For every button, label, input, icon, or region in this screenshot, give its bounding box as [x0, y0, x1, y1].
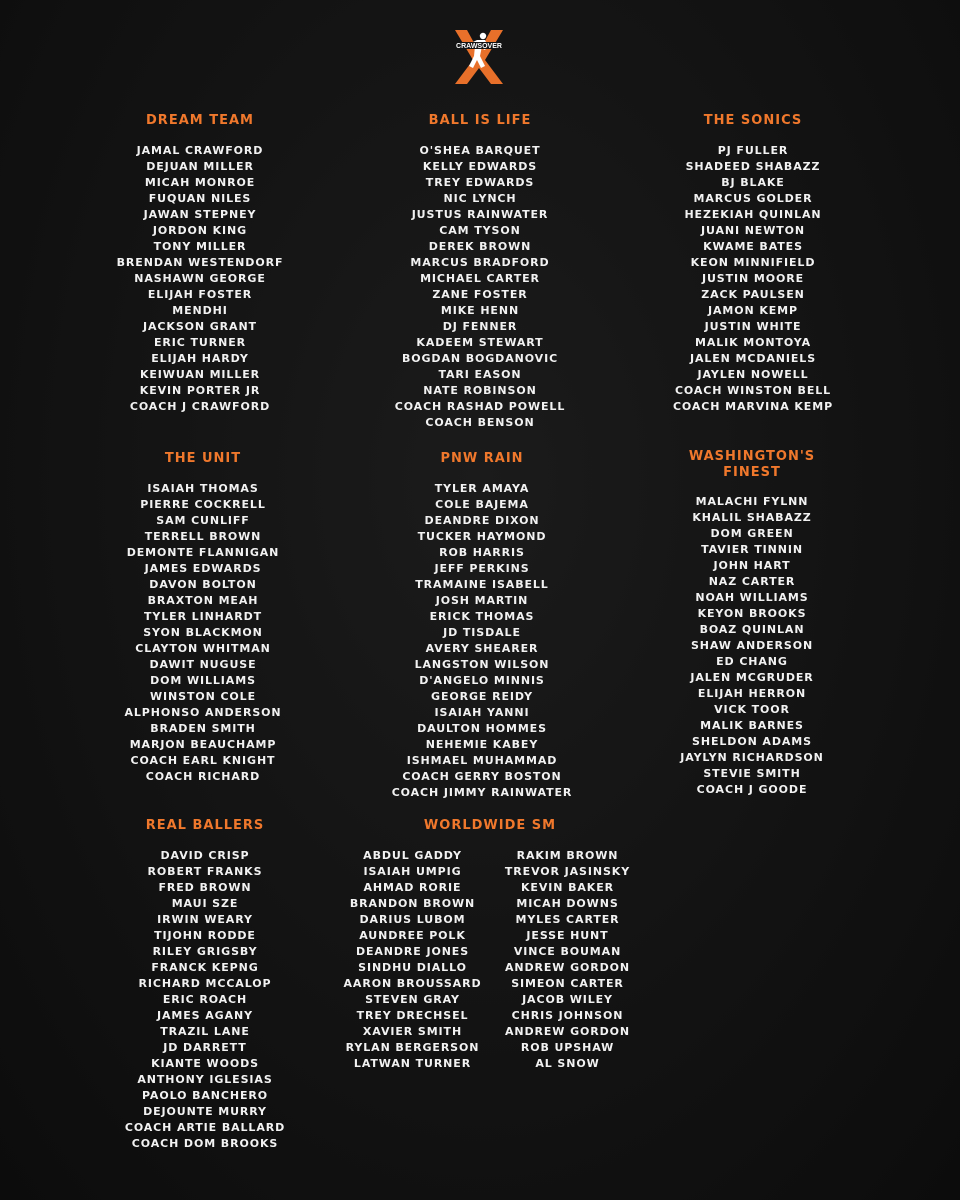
player-name: FRANCK KEPNG	[151, 961, 259, 974]
team-worldwide-sm	[330, 820, 650, 1072]
player-name: CHRIS JOHNSON	[511, 1009, 624, 1022]
team-title: DREAM TEAM	[146, 113, 254, 128]
player-name: ISAIAH THOMAS	[147, 482, 259, 495]
player-name: ELIJAH FOSTER	[147, 288, 253, 301]
player-name: GEORGE REIDY	[431, 690, 533, 703]
player-name: SHELDON ADAMS	[692, 735, 812, 748]
player-name: COACH GERRY BOSTON	[402, 770, 562, 783]
player-name: TUCKER HAYMOND	[417, 530, 547, 543]
player-name: JAMON KEMP	[708, 304, 798, 317]
player-name: JAMAL CRAWFORD	[136, 144, 264, 157]
player-name: AHMAD RORIE	[363, 881, 462, 894]
player-name: ZANE FOSTER	[432, 288, 528, 301]
player-name: DEJUAN MILLER	[146, 160, 254, 173]
player-name: TARI EASON	[438, 368, 522, 381]
player-name: JD DARRETT	[163, 1041, 247, 1054]
player-name: TONY MILLER	[153, 240, 247, 253]
player-name: TYLER LINHARDT	[143, 610, 263, 623]
team-title: WORLDWIDE SM	[423, 818, 557, 833]
player-name: ISAIAH UMPIG	[363, 865, 462, 878]
player-list	[100, 481, 306, 785]
player-name: FRED BROWN	[158, 881, 252, 894]
player-name: KIANTE WOODS	[151, 1057, 259, 1070]
player-name: ANDREW GORDON	[504, 961, 631, 974]
player-name: JAMES EDWARDS	[144, 562, 262, 575]
player-name: COACH EARL KNIGHT	[130, 754, 276, 767]
player-name: TIJOHN RODDE	[154, 929, 256, 942]
player-name: COACH RICHARD	[145, 770, 261, 783]
player-name: ALPHONSO ANDERSON	[124, 706, 282, 719]
player-name: COACH JIMMY RAINWATER	[391, 786, 573, 799]
player-name: MARCUS BRADFORD	[410, 256, 550, 269]
player-name: BRANDON BROWN	[349, 897, 476, 910]
player-name: TRAMAINE ISABELL	[415, 578, 549, 591]
player-name: COACH J CRAWFORD	[129, 400, 271, 413]
player-name: NOAH WILLIAMS	[695, 591, 809, 604]
player-name: DEANDRE DIXON	[424, 514, 540, 527]
player-name: COLE BAJEMA	[435, 498, 529, 511]
player-name: TERRELL BROWN	[144, 530, 262, 543]
player-name: SAM CUNLIFF	[156, 514, 250, 527]
team-the-sonics	[648, 115, 858, 415]
player-name: KEVIN BAKER	[521, 881, 614, 894]
player-name: ELIJAH HERRON	[697, 687, 807, 700]
player-name: TREY EDWARDS	[425, 176, 535, 189]
player-name: ABDUL GADDY	[363, 849, 462, 862]
team-dream-team	[100, 115, 300, 415]
player-name: MALIK MONTOYA	[694, 336, 811, 349]
player-name: XAVIER SMITH	[362, 1025, 463, 1038]
player-name: PIERRE COCKRELL	[140, 498, 266, 511]
player-list	[370, 481, 594, 801]
player-name: MAUI SZE	[171, 897, 239, 910]
player-name: JUANI NEWTON	[700, 224, 806, 237]
player-name: COACH RASHAD POWELL	[394, 400, 566, 413]
player-name: KELLY EDWARDS	[422, 160, 538, 173]
player-name: RILEY GRIGSBY	[152, 945, 258, 958]
player-name: ZACK PAULSEN	[701, 288, 805, 301]
player-name: DAWIT NUGUSE	[149, 658, 257, 671]
player-name: JAYLYN RICHARDSON	[680, 751, 824, 764]
player-name: JACKSON GRANT	[143, 320, 257, 333]
player-name: BOAZ QUINLAN	[699, 623, 805, 636]
player-name: ROB HARRIS	[439, 546, 525, 559]
player-name: JD TISDALE	[443, 626, 521, 639]
player-name: LATWAN TURNER	[353, 1057, 472, 1070]
player-name: COACH WINSTON BELL	[674, 384, 832, 397]
player-name: D'ANGELO MINNIS	[419, 674, 545, 687]
player-name: O'SHEA BARQUET	[419, 144, 541, 157]
player-name: MIKE HENN	[440, 304, 520, 317]
player-name: TREVOR JASINSKY	[504, 865, 631, 878]
player-name: BRENDAN WESTENDORF	[116, 256, 284, 269]
player-name: HEZEKIAH QUINLAN	[684, 208, 822, 221]
player-name: NATE ROBINSON	[423, 384, 537, 397]
player-list	[100, 848, 310, 1152]
player-name: JOHN HART	[713, 559, 791, 572]
player-name: MARJON BEAUCHAMP	[129, 738, 277, 751]
player-name: DAVON BOLTON	[149, 578, 257, 591]
player-name: ERICK THOMAS	[429, 610, 535, 623]
player-name: SYON BLACKMON	[143, 626, 263, 639]
player-name: PJ FULLER	[717, 144, 789, 157]
player-name: MALIK BARNES	[700, 719, 804, 732]
player-name: MYLES CARTER	[515, 913, 620, 926]
player-name: AUNDREE POLK	[359, 929, 466, 942]
player-list	[648, 143, 858, 415]
player-list	[652, 494, 852, 798]
player-name: DARIUS LUBOM	[359, 913, 466, 926]
player-list	[100, 143, 300, 415]
player-name: BRAXTON MEAH	[147, 594, 259, 607]
player-name: MICAH MONROE	[144, 176, 256, 189]
player-name: CLAYTON WHITMAN	[135, 642, 271, 655]
player-name: AVERY SHEARER	[425, 642, 539, 655]
player-name: KEON MINNIFIELD	[690, 256, 816, 269]
player-name: MICAH DOWNS	[516, 897, 619, 910]
player-name: DOM GREEN	[710, 527, 794, 540]
player-name: STEVIE SMITH	[703, 767, 801, 780]
player-name: COACH BENSON	[425, 416, 535, 429]
player-name: PAOLO BANCHERO	[141, 1089, 269, 1102]
player-name: DEREK BROWN	[428, 240, 532, 253]
player-columns	[330, 848, 650, 1072]
player-name: ROBERT FRANKS	[147, 865, 263, 878]
crawsover-logo-mark	[449, 26, 509, 86]
player-name: BOGDAN BOGDANOVIC	[401, 352, 559, 365]
player-name: SHAW ANDERSON	[690, 639, 814, 652]
player-name: DOM WILLIAMS	[150, 674, 256, 687]
player-name: JACOB WILEY	[522, 993, 613, 1006]
player-name: AARON BROUSSARD	[343, 977, 482, 990]
crawsover-logo	[449, 26, 509, 86]
player-name: KWAME BATES	[703, 240, 803, 253]
team-ball-is-life	[370, 115, 590, 431]
player-name: KADEEM STEWART	[416, 336, 544, 349]
player-name: ANTHONY IGLESIAS	[137, 1073, 273, 1086]
player-name: LANGSTON WILSON	[414, 658, 550, 671]
player-list-right	[495, 848, 640, 1072]
player-name: JORDON KING	[152, 224, 248, 237]
player-name: SHADEED SHABAZZ	[685, 160, 821, 173]
player-name: JAMES AGANY	[157, 1009, 253, 1022]
player-name: KEIWUAN MILLER	[139, 368, 261, 381]
team-title: THE UNIT	[164, 451, 242, 466]
player-name: TAVIER TINNIN	[701, 543, 803, 556]
team-title: THE SONICS	[703, 113, 803, 128]
player-name: NASHAWN GEORGE	[134, 272, 266, 285]
player-name: ED CHANG	[716, 655, 788, 668]
team-title: PNW RAIN	[440, 451, 524, 466]
team-title	[652, 449, 852, 481]
player-name: AL SNOW	[535, 1057, 600, 1070]
team-the-unit	[100, 453, 306, 785]
player-name: MALACHI FYLNN	[695, 495, 809, 508]
player-name: NEHEMIE KABEY	[425, 738, 539, 751]
player-name: DEJOUNTE MURRY	[143, 1105, 267, 1118]
player-name: KHALIL SHABAZZ	[692, 511, 812, 524]
player-name: FUQUAN NILES	[148, 192, 252, 205]
player-name: KEVIN PORTER JR	[139, 384, 261, 397]
player-name: ANDREW GORDON	[504, 1025, 631, 1038]
player-name: RICHARD MCCALOP	[138, 977, 272, 990]
player-name: ELIJAH HARDY	[151, 352, 249, 365]
player-name: DEMONTE FLANNIGAN	[126, 546, 280, 559]
player-name: MENDHI	[172, 304, 228, 317]
player-name: BJ BLAKE	[721, 176, 785, 189]
player-name: KEYON BROOKS	[697, 607, 807, 620]
player-name: RYLAN BERGERSON	[345, 1041, 480, 1054]
player-name: COACH ARTIE BALLARD	[124, 1121, 286, 1134]
player-name: TYLER AMAYA	[434, 482, 530, 495]
player-name: ERIC ROACH	[162, 993, 248, 1006]
player-name: JAWAN STEPNEY	[143, 208, 257, 221]
team-washingtons-finest	[652, 449, 852, 798]
player-name: JAYLEN NOWELL	[697, 368, 809, 381]
team-title-line: WASHINGTON'S	[688, 449, 816, 464]
player-name: DAULTON HOMMES	[417, 722, 547, 735]
player-name: VICK TOOR	[714, 703, 790, 716]
player-name: JUSTIN MOORE	[701, 272, 804, 285]
player-name: SIMEON CARTER	[511, 977, 624, 990]
player-name: MICHAEL CARTER	[420, 272, 540, 285]
player-name: ERIC TURNER	[154, 336, 246, 349]
player-name: BRADEN SMITH	[150, 722, 256, 735]
player-name: STEVEN GRAY	[365, 993, 460, 1006]
team-title: REAL BALLERS	[145, 818, 265, 833]
player-name: ROB UPSHAW	[520, 1041, 615, 1054]
player-name: NIC LYNCH	[443, 192, 517, 205]
player-name: DAVID CRISP	[160, 849, 250, 862]
player-name: IRWIN WEARY	[157, 913, 253, 926]
player-name: COACH J GOODE	[696, 783, 808, 796]
player-name: COACH DOM BROOKS	[131, 1137, 279, 1150]
player-name: MARCUS GOLDER	[693, 192, 813, 205]
player-name: VINCE BOUMAN	[513, 945, 622, 958]
team-pnw-rain	[370, 453, 594, 801]
logo-text: CRAWSOVER	[456, 43, 502, 50]
player-name: COACH MARVINA KEMP	[672, 400, 834, 413]
player-name: DJ FENNER	[442, 320, 518, 333]
team-real-ballers	[100, 820, 310, 1152]
player-name: SINDHU DIALLO	[358, 961, 467, 974]
player-name: TREY DRECHSEL	[356, 1009, 469, 1022]
player-list	[370, 143, 590, 431]
player-name: JALEN MCGRUDER	[690, 671, 814, 684]
player-name: JALEN MCDANIELS	[689, 352, 817, 365]
player-name: DEANDRE JONES	[355, 945, 470, 958]
player-name: CAM TYSON	[439, 224, 521, 237]
player-name: ISAIAH YANNI	[434, 706, 530, 719]
player-name: NAZ CARTER	[708, 575, 796, 588]
player-name: TRAZIL LANE	[160, 1025, 250, 1038]
team-title: BALL IS LIFE	[428, 113, 532, 128]
player-name: RAKIM BROWN	[516, 849, 619, 862]
player-list-left	[340, 848, 485, 1072]
player-name: JOSH MARTIN	[435, 594, 529, 607]
player-name: JEFF PERKINS	[434, 562, 530, 575]
player-name: JUSTIN WHITE	[704, 320, 802, 333]
player-name: JUSTUS RAINWATER	[411, 208, 549, 221]
player-name: WINSTON COLE	[150, 690, 256, 703]
player-name: ISHMAEL MUHAMMAD	[406, 754, 558, 767]
team-title-line: FINEST	[723, 465, 781, 480]
player-name: JESSE HUNT	[526, 929, 609, 942]
